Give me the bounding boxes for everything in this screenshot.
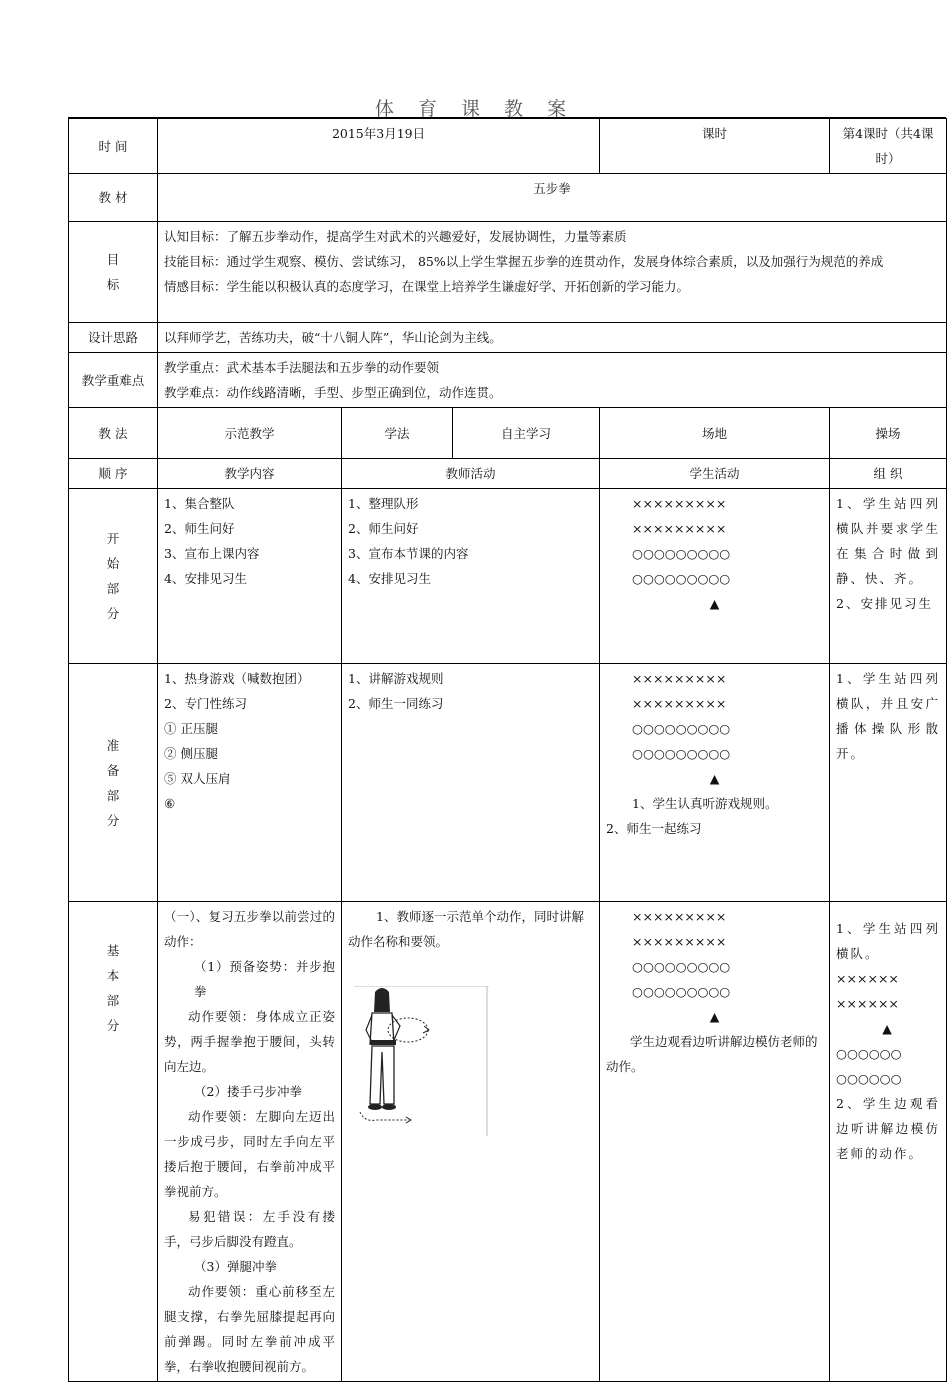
keypoints-content (158, 353, 947, 408)
col-order: 顺 序 (69, 459, 158, 489)
section-name (69, 664, 158, 902)
content-item: （1）预备姿势：并步抱拳 (194, 959, 335, 999)
teacher-position-icon: ▲ (882, 1021, 894, 1036)
learn-method-label: 学法 (342, 408, 453, 459)
keypoints-label: 教学重难点 (69, 353, 158, 408)
section-main (69, 902, 947, 1382)
teacher-position-icon: ▲ (709, 1009, 720, 1024)
teacher-item: 2、师生问好 (348, 521, 419, 536)
time-row (69, 119, 947, 174)
teacher-item: 1、教师逐一示范单个动作，同时讲解动作名称和要领。 (348, 909, 584, 949)
goals-label (69, 222, 158, 323)
section-char: 始 (106, 556, 120, 571)
section-start (69, 489, 947, 664)
formation-row: ××××××××× (632, 521, 727, 536)
content-item: ⑤ 双人压肩 (164, 771, 231, 786)
student-note: 学生边观看边听讲解边模仿老师的动作。 (606, 1034, 818, 1074)
section-char: 部 (106, 581, 120, 596)
formation-row: ××××××××× (632, 696, 727, 711)
goals-row (69, 222, 947, 323)
formation-row: ××××××××× (632, 671, 727, 686)
formation-row: ○○○○○○○○○ (632, 984, 731, 999)
section-prep (69, 664, 947, 902)
content-item: 4、安排见习生 (164, 571, 247, 586)
col-student: 学生活动 (600, 459, 830, 489)
venue-label: 场地 (600, 408, 830, 459)
section-char: 基 (106, 943, 120, 958)
document-title: 体 育 课 教 案 (374, 98, 576, 120)
section-char: 本 (106, 968, 120, 983)
formation-row: ×××××× (836, 996, 899, 1011)
student-activity (600, 902, 830, 1382)
section-char: 准 (106, 737, 120, 753)
organization (830, 902, 947, 1382)
student-activity (600, 489, 830, 664)
teacher-item: 2、师生一同练习 (348, 696, 444, 711)
org-item: 1、学生站四列横队并要求学生在集合时做到静、快、齐。 (836, 496, 941, 586)
material-value: 五步拳 (158, 174, 947, 222)
design-text: 以拜师学艺，苦练功夫，破“十八铜人阵”，华山论剑为主线。 (158, 323, 947, 353)
content-item: 动作要领：身体成立正姿势，两手握拳抱于腰间，头转向左边。 (164, 1009, 335, 1074)
content-item: （2）搂手弓步冲拳 (194, 1084, 302, 1099)
learn-method-value: 自主学习 (453, 408, 600, 459)
cognitive-goal: 认知目标：了解五步拳动作，提高学生对武术的兴趣爱好，发展协调性，力量等素质 (164, 229, 627, 244)
section-name (69, 489, 158, 664)
section-char: 部 (106, 787, 120, 803)
content-item: ① 正压腿 (164, 721, 218, 736)
column-header-row (69, 459, 947, 489)
period-label: 课时 (600, 119, 830, 174)
keypoints-row (69, 353, 947, 408)
goals-label-char: 标 (106, 277, 120, 292)
teaching-content (158, 489, 342, 664)
skill-goal: 技能目标：通过学生观察、模仿、尝试练习， 85%以上学生掌握五步拳的连贯动作，发展身体综合素质，以及加强行为规范的养成 (164, 254, 884, 269)
teaching-content (158, 664, 342, 902)
teacher-position-icon: ▲ (709, 771, 720, 786)
teacher-item: 4、安排见习生 (348, 571, 431, 586)
content-item: ⑥ (164, 796, 176, 811)
section-char: 备 (106, 762, 120, 778)
formation-row: ○○○○○○ (836, 1046, 902, 1061)
org-item: 2、安排见习生 (836, 596, 934, 611)
col-organization: 组 织 (830, 459, 947, 489)
org-item: 2、学生边观看边听讲解边模仿老师的动作。 (836, 1096, 941, 1161)
teacher-position-icon: ▲ (709, 596, 720, 611)
lesson-plan-table (68, 118, 947, 1382)
content-item: 1、集合整队 (164, 496, 235, 511)
content-item: 动作要领：重心前移至左腿支撑，右拳先屈膝提起再向前弹踢。同时左拳前冲成平拳，右拳收抱腰间视前方。 (164, 1284, 335, 1374)
formation-row: ××××××××× (632, 934, 727, 949)
methods-row (69, 408, 947, 459)
section-char: 分 (106, 812, 120, 828)
student-note: 2、师生一起练习 (606, 821, 702, 836)
section-name (69, 902, 158, 1382)
teacher-activity (342, 902, 600, 1382)
content-item: 动作要领：左脚向左迈出一步成弓步，同时左手向左平搂后抱于腰间，右拳前冲成平拳视前方。 (164, 1109, 335, 1199)
time-label: 时 间 (69, 119, 158, 174)
period-value: 第4课时（共4课时） (830, 119, 947, 174)
section-char: 分 (106, 606, 120, 621)
section-char: 分 (106, 1018, 120, 1033)
content-item: 易犯错误：左手没有搂手，弓步后脚没有蹬直。 (164, 1209, 335, 1249)
content-item: 1、热身游戏（喊数抱团） (164, 671, 310, 686)
content-item: 2、师生问好 (164, 521, 235, 536)
formation-row: ○○○○○○○○○ (632, 959, 731, 974)
formation-row: ××××××××× (632, 496, 727, 511)
student-note: 1、学生认真听游戏规则。 (632, 796, 778, 811)
student-activity (600, 664, 830, 902)
martial-arts-figure (354, 986, 489, 1136)
col-content: 教学内容 (158, 459, 342, 489)
teacher-item: 3、宣布本节课的内容 (348, 546, 469, 561)
content-item: （3）弹腿冲拳 (194, 1259, 277, 1274)
teacher-activity (342, 664, 600, 902)
content-item: ② 侧压腿 (164, 746, 218, 761)
teach-method-value: 示范教学 (158, 408, 342, 459)
content-item: 3、宣布上课内容 (164, 546, 260, 561)
key-point: 教学重点：武术基本手法腿法和五步拳的动作要领 (164, 360, 440, 375)
date-value: 2015年3月19日 (158, 119, 600, 174)
material-row (69, 174, 947, 222)
teaching-content (158, 902, 342, 1382)
col-teacher: 教师活动 (342, 459, 600, 489)
formation-row: ○○○○○○○○○ (632, 571, 731, 586)
org-item: 1、学生站四列横队。 (836, 921, 941, 961)
formation-row: ○○○○○○ (836, 1071, 902, 1086)
section-char: 部 (106, 993, 120, 1008)
formation-row: ○○○○○○○○○ (632, 721, 731, 736)
difficulty-point: 教学难点：动作线路清晰，手型、步型正确到位，动作连贯。 (164, 385, 502, 400)
org-item: 1、学生站四列横队，并且安广播体操队形散开。 (836, 671, 941, 761)
teacher-item: 1、讲解游戏规则 (348, 671, 444, 686)
formation-row: ××××××××× (632, 909, 727, 924)
section-char: 开 (106, 531, 120, 546)
venue-value: 操场 (830, 408, 947, 459)
formation-row: ×××××× (836, 971, 899, 986)
formation-row: ○○○○○○○○○ (632, 546, 731, 561)
emotion-goal: 情感目标：学生能以积极认真的态度学习，在课堂上培养学生谦虚好学、开拓创新的学习能力。 (164, 279, 690, 294)
content-item: （一）、复习五步拳以前尝过的动作： (164, 909, 335, 949)
design-label: 设计思路 (69, 323, 158, 353)
teacher-item: 1、整理队形 (348, 496, 419, 511)
teacher-activity (342, 489, 600, 664)
content-item: 2、专门性练习 (164, 696, 247, 711)
design-row (69, 323, 947, 353)
organization (830, 489, 947, 664)
formation-row: ○○○○○○○○○ (632, 746, 731, 761)
goals-content (158, 222, 947, 323)
material-label: 教 材 (69, 174, 158, 222)
organization (830, 664, 947, 902)
goals-label-char: 目 (106, 252, 120, 267)
teach-method-label: 教 法 (69, 408, 158, 459)
